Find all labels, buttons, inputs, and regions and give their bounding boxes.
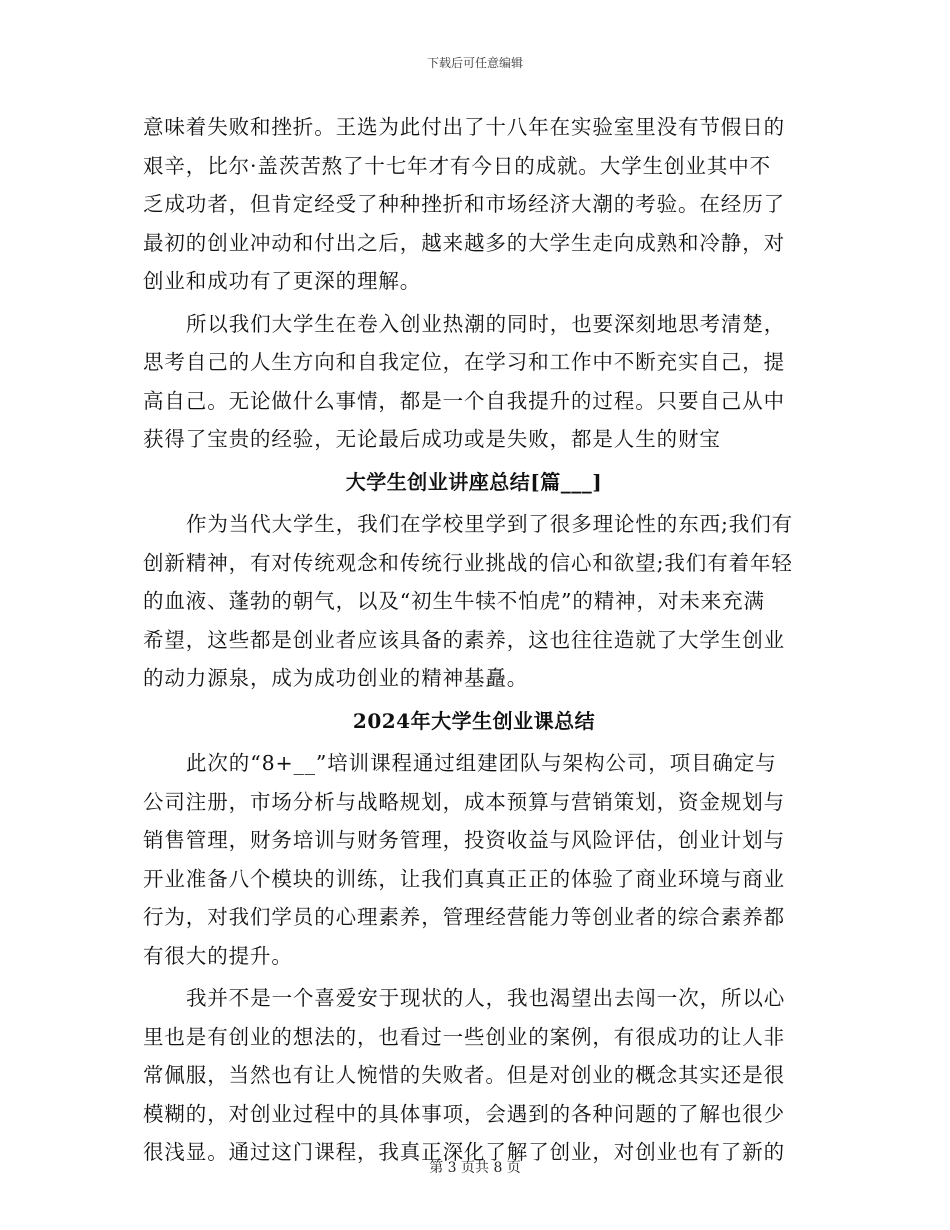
text-line: 乏成功者，但肯定经受了种种挫折和市场经济大潮的考验。在经历了 bbox=[143, 192, 785, 216]
text-line: 创业和成功有了更深的理解。 bbox=[143, 269, 422, 293]
text-line: 的动力源泉，成为成功创业的精神基矗。 bbox=[143, 666, 529, 690]
document-body bbox=[143, 108, 805, 1176]
paragraph bbox=[143, 108, 805, 301]
text-line: 的血液、蓬勃的朝气，以及“初生牛犊不怕虎”的精神，对未来充满 bbox=[143, 589, 765, 613]
paragraph bbox=[143, 979, 805, 1172]
text-line: 很浅显。通过这门课程，我真正深化了解了创业，对创业也有了新的 bbox=[143, 1140, 785, 1164]
text-line: 销售管理，财务培训与财务管理，投资收益与风险评估，创业计划与 bbox=[143, 828, 785, 852]
text-line: 思考自己的人生方向和自我定位，在学习和工作中不断充实自己，提 bbox=[143, 350, 785, 374]
text-line: 公司注册，市场分析与战略规划，成本预算与营销策划，资金规划与 bbox=[143, 789, 785, 814]
text-line: 高自己。无论做什么事情，都是一个自我提升的过程。只要自己从中 bbox=[143, 388, 785, 413]
text-line: 有很大的提升。 bbox=[143, 943, 293, 968]
text-line: 艰辛，比尔·盖茨苦熬了十七年才有今日的成就。大学生创业其中不 bbox=[143, 153, 772, 178]
text-line: 所以我们大学生在卷入创业热潮的同时，也要深刻地思考清楚， bbox=[186, 311, 786, 336]
text-line: 创新精神，有对传统观念和传统行业挑战的信心和欲望;我们有着年轻 bbox=[143, 550, 793, 575]
text-line: 获得了宝贵的经验，无论最后成功或是失败，都是人生的财宝 bbox=[143, 427, 721, 451]
paragraph bbox=[143, 505, 805, 698]
text-line: 我并不是一个喜爱安于现状的人，我也渴望出去闯一次，所以心 bbox=[186, 986, 786, 1010]
text-line: 里也是有创业的想法的，也看过一些创业的案例，有很成功的让人非 bbox=[143, 1024, 785, 1049]
page-footer: 第 3 页共 8 页 bbox=[429, 1160, 521, 1176]
text-line: 常佩服，当然也有让人惋惜的失败者。但是对创业的概念其实还是很 bbox=[143, 1063, 785, 1087]
text-line: 作为当代大学生，我们在学校里学到了很多理论性的东西;我们有 bbox=[186, 512, 794, 536]
paragraph bbox=[143, 305, 805, 459]
text-line: 希望，这些都是创业者应该具备的素养，这也往往造就了大学生创业 bbox=[143, 627, 785, 652]
text-line: 模糊的，对创业过程中的具体事项，会遇到的各种问题的了解也很少 bbox=[143, 1101, 785, 1126]
text-line: 最初的创业冲动和付出之后，越来越多的大学生走向成熟和冷静，对 bbox=[143, 230, 785, 255]
page-header: 下载后可任意编辑 bbox=[426, 56, 523, 70]
section-heading: 大学生创业讲座总结[篇___] bbox=[345, 469, 603, 494]
text-line: 意味着失败和挫折。王选为此付出了十八年在实验室里没有节假日的 bbox=[143, 115, 785, 139]
section-heading: 2024年大学生创业课总结 bbox=[352, 708, 596, 733]
paragraph bbox=[143, 744, 805, 975]
text-line: 此次的“8+__”培训课程通过组建团队与架构公司，项目确定与 bbox=[186, 751, 777, 775]
text-line: 开业准备八个模块的训练，让我们真真正正的体验了商业环境与商业 bbox=[143, 866, 785, 891]
text-line: 行为，对我们学员的心理素养，管理经营能力等创业者的综合素养都 bbox=[143, 905, 785, 929]
